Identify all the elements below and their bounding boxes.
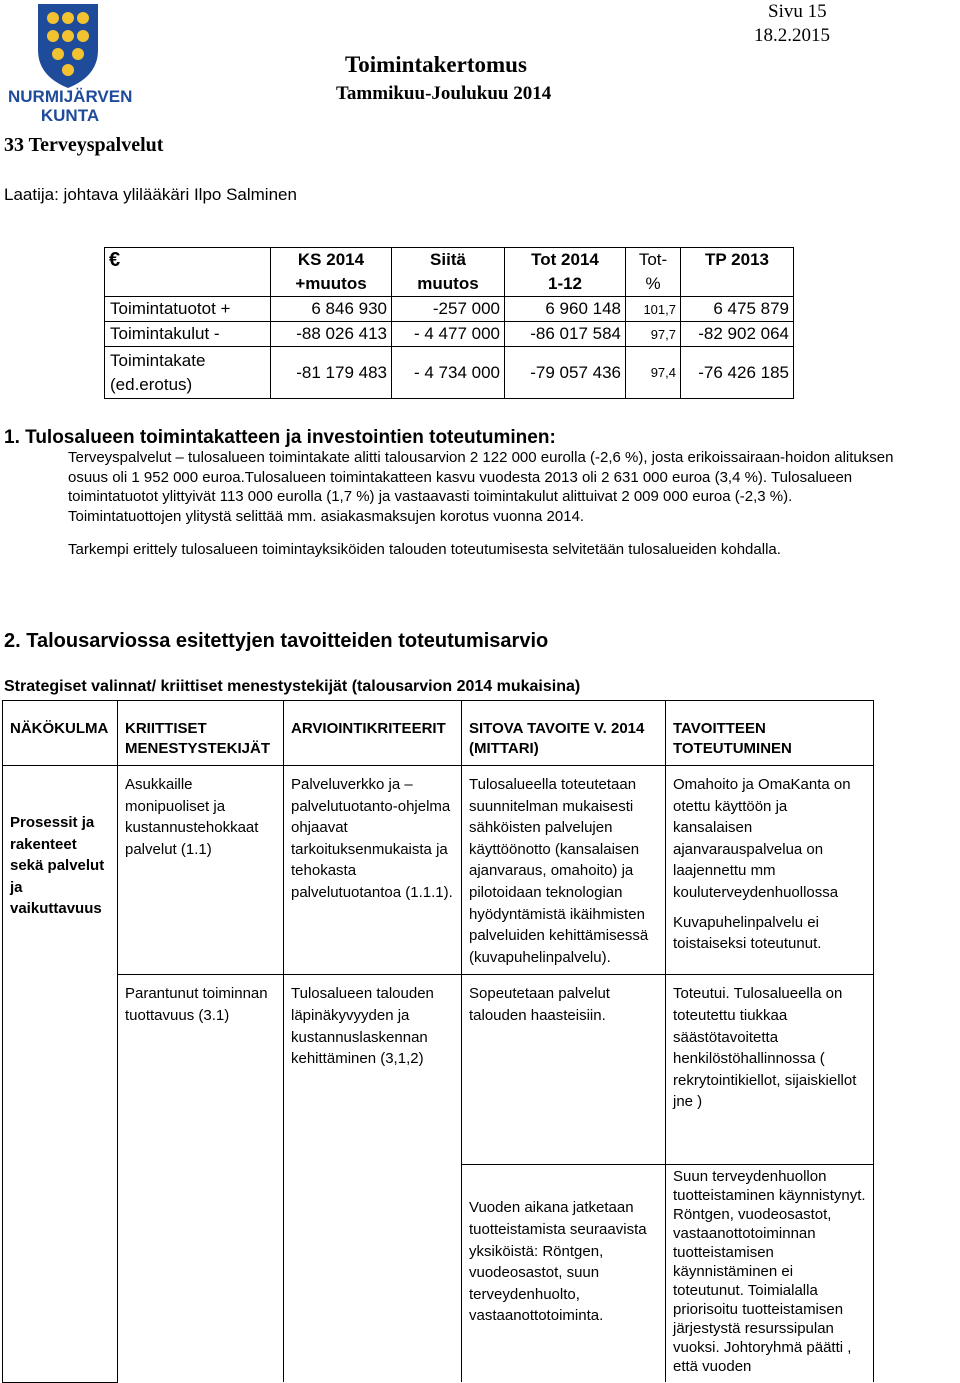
page-date: 18.2.2015 [754,25,830,46]
perspective-cell: Prosessit ja rakenteet sekä palvelut ja vaikuttavuus [3,766,118,1383]
column-header: NÄKÖKULMA [3,701,118,766]
table-row [3,975,874,1165]
table-cell: Palveluverkko ja – palvelutuotanto-ohjelma ohjaavat tarkoituksenmukaista ja tehokasta palvelutuotantoa (1.1.1). [284,766,462,975]
logo-text: KUNTA [40,106,100,125]
column-header: TAVOITTEEN TOTEUTUMINEN [666,701,874,766]
column-header: KRIITTISET MENESTYSTEKIJÄT [118,701,284,766]
table-cell: Sopeutetaan palvelut talouden haasteisiin. [462,975,666,1165]
table-cell: Parantunut toiminnan tuottavuus (3.1) [118,975,284,1165]
column-header: TP 2013 [681,248,794,297]
outcome-text: Omahoito ja OmaKanta on otettu käyttöön ja kansalaisen ajanvarauspalvelua on laajennettu mm kouluterveydenhuollossa [673,776,851,901]
table-cell [666,766,874,975]
table-cell: 101,7 [626,297,681,322]
section-paragraph: Terveyspalvelut – tulosalueen toimintakate alitti talousarvion 2 122 000 eurolla (-2,6 %), josta erikoissairaan-hoidon alituksen osuus oli 1 952 000 euroa.Tulosalueen toimintakatteen kasvu vuodesta 2013 oli 2 631 000 euroa (3,4 %). Tulosalueen toimintatuotot ylittyivät 113 000 eurolla (1,7 %) ja vastaavasti toimintakulut alittuivat 2 009 000 euroa (-2,3 %). Toimintatuottojen ylitystä selittää mm. asiakasmaksujen korotus vuonna 2014. [68,449,894,526]
section-paragraph: Tarkempi erittely tulosalueen toimintayksiköiden talouden toteutumisesta selvitetään tulosalueiden kohdalla. [68,541,781,558]
row-label: Toimintakate (ed.erotus) [105,347,271,399]
table-row [105,322,794,347]
table-row [105,347,794,399]
table-cell [284,1165,462,1383]
table-cell: 97,4 [626,347,681,399]
table-cell: - 4 734 000 [392,347,505,399]
table-header-row [105,248,794,297]
table-cell: Vuoden aikana jatketaan tuotteistamista seuraavista yksiköistä: Röntgen, vuodeosastot, suun terveydenhuolto, vastaanottotoiminta. [462,1165,666,1383]
column-header: SITOVA TAVOITE V. 2014 (MITTARI) [462,701,666,766]
table-row [3,766,874,975]
column-header: Tot 2014 1-12 [505,248,626,297]
logo-text: NURMIJÄRVEN [8,87,133,106]
table-cell: -86 017 584 [505,322,626,347]
table-cell: Tulosalueella toteutetaan suunnitelman mukaisesti sähköisten palvelujen käyttöönotto (kansalaisen ajanvaraus, omahoito) ja pilotoidaan teknologian hyödyntämistä ikäihmisten palveluiden kehittämisessä (kuvapuhelinpalvelu). [462,766,666,975]
table-row [3,1165,874,1383]
unit-title: 33 Terveyspalvelut [4,134,164,156]
column-header: Tot- % [626,248,681,297]
page-number: Sivu 15 [768,1,827,22]
table-cell: -79 057 436 [505,347,626,399]
table-cell [118,1165,284,1383]
table-cell: 6 846 930 [271,297,392,322]
table-cell: 6 960 148 [505,297,626,322]
row-label: Toimintakulut - [105,322,271,347]
table-cell: -257 000 [392,297,505,322]
table-cell: 6 475 879 [681,297,794,322]
table-cell: Tulosalueen talouden läpinäkyvyyden ja kustannuslaskennan kehittäminen (3,1,2) [284,975,462,1165]
table-cell: Toteutui. Tulosalueella on toteutettu tiukkaa säästötavoitetta henkilöstöhallinnossa ( rekrytointikiellot, sijaiskiellot jne ) [666,975,874,1165]
section-heading: 1. Tulosalueen toimintakatteen ja investointien toteutuminen: [4,427,556,448]
table-cell: Suun terveydenhuollon tuotteistaminen käynnistynyt. Röntgen, vuodeosastot, vastaanottotoiminnan tuotteistamisen käynnistäminen ei toteutunut. Toimialalla priorisoitu tuotteistamisen järjestystä resurssipulan vuoksi. Johtoryhmä päätti , että vuoden [666,1165,874,1383]
table-cell: -82 902 064 [681,322,794,347]
document-period: Tammikuu-Joulukuu 2014 [336,83,552,104]
column-header: KS 2014 +muutos [271,248,392,297]
table-cell: -88 026 413 [271,322,392,347]
table-cell: -76 426 185 [681,347,794,399]
table-row [105,297,794,322]
table-cell: - 4 477 000 [392,322,505,347]
column-header: Siitä muutos [392,248,505,297]
table-cell: 97,7 [626,322,681,347]
column-header: ARVIOINTIKRITEERIT [284,701,462,766]
document-title: Toimintakertomus [345,52,527,77]
currency-cell: € [105,248,271,297]
strategy-table [2,700,874,1383]
row-label: Toimintatuotot + [105,297,271,322]
table-cell: Asukkaille monipuoliset ja kustannustehokkaat palvelut (1.1) [118,766,284,975]
table-cell: -81 179 483 [271,347,392,399]
author-line: Laatija: johtava ylilääkäri Ilpo Salminen [4,185,297,204]
table-header-row [3,701,874,766]
section-heading: 2. Talousarviossa esitettyjen tavoitteiden toteutumisarvio [4,630,549,652]
section-subheading: Strategiset valinnat/ kriittiset menestystekijät (talousarvion 2014 mukaisina) [4,678,581,695]
finance-table [104,247,794,399]
outcome-text: Kuvapuhelinpalvelu ei toistaiseksi toteutunut. [673,913,822,953]
